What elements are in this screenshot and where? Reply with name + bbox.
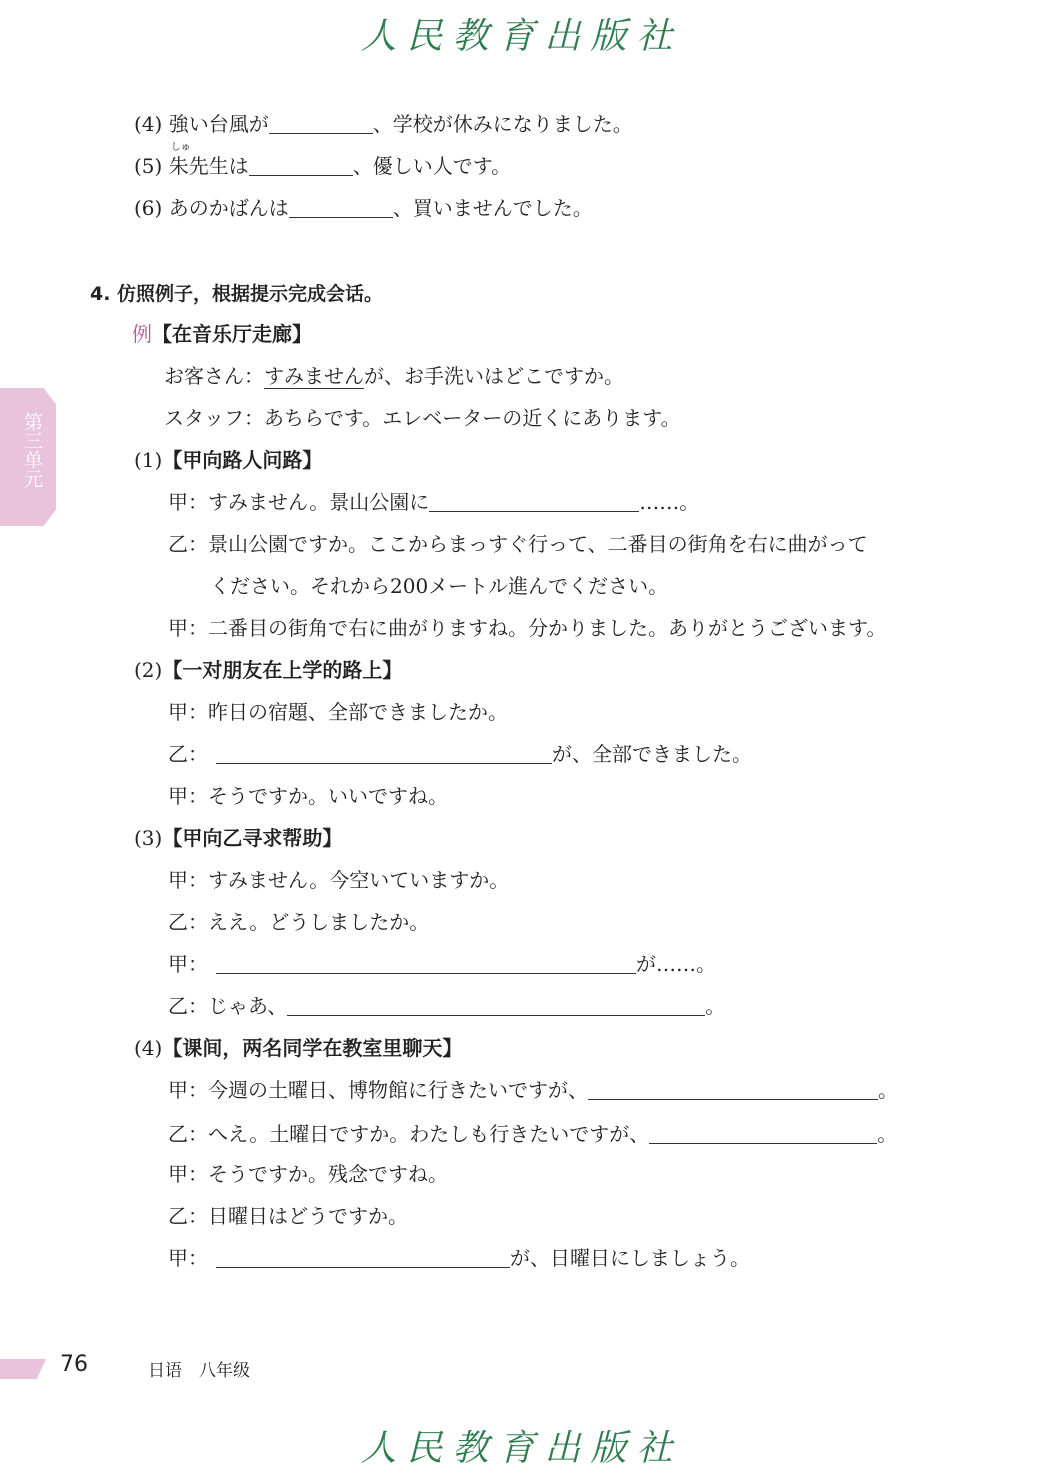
answer-blank[interactable] [216,743,552,764]
answer-blank[interactable] [289,197,393,218]
answer-blank[interactable] [216,953,636,974]
dialogue-item-3-heading: (3)【甲向乙寻求帮助】 [134,826,343,850]
example-label: 例 [132,322,152,346]
prev-item-6: (6) あのかばんは 、買いませんでした。 [134,196,593,220]
dialogue-line: 甲：すみません。今空いていますか。 [168,868,510,892]
dialogue-line: 乙：景山公園ですか。ここからまっすぐ行って、二番目の街角を右に曲がって [168,532,868,556]
example-heading [132,320,312,348]
unit-side-label: 第三单元 [21,412,43,488]
dialogue-line: ください。それから200メートル進んでください。 [210,574,669,598]
dialogue-line: 甲：今週の土曜日、博物館に行きたいですが、 。 [168,1078,898,1102]
answer-blank[interactable] [588,1079,878,1100]
answer-blank[interactable] [249,155,353,176]
dialogue-line: 甲：そうですか。残念ですね。 [168,1162,448,1186]
dialogue-line: 乙： が、全部できました。 [168,742,752,766]
dialogue-item-1-heading: (1)【甲向路人问路】 [134,448,323,472]
publisher-logo-top: 人民教育出版社 [360,16,683,57]
dialogue-line: 甲：そうですか。いいですね。 [168,784,448,808]
dialogue-line: 甲：昨日の宿題、全部できましたか。 [168,700,508,724]
answer-blank[interactable] [649,1123,877,1144]
publisher-logo-bottom: 人民教育出版社 [360,1428,683,1469]
book-title: 日语 八年级 [148,1361,250,1381]
dialogue-line: 甲：二番目の街角で右に曲がりますね。分かりました。ありがとうございます。 [168,616,887,640]
dialogue-item-4-heading: (4)【课间，两名同学在教室里聊天】 [134,1036,463,1060]
dialogue-item-2-heading: (2)【一对朋友在上学的路上】 [134,658,403,682]
footer-accent-bar [0,1359,46,1379]
example-line-2: スタッフ：あちらです。エレベーターの近くにあります。 [164,406,681,430]
answer-blank[interactable] [429,491,639,512]
answer-blank[interactable] [287,995,705,1016]
dialogue-line: 甲： が、日曜日にしましょう。 [168,1246,750,1270]
dialogue-line: 乙：へえ。土曜日ですか。わたしも行きたいですが、 。 [168,1122,898,1146]
dialogue-line: 乙：ええ。どうしましたか。 [168,910,430,934]
section-title: 4. 仿照例子，根据提示完成会话。 [90,283,384,305]
dialogue-line: 乙：じゃあ、 。 [168,994,726,1018]
example-topic: 【在音乐厅走廊】 [152,322,312,346]
prev-item-5: (5) しゅ 朱先生は 、優しい人です。 [134,142,512,178]
dialogue-line: 甲： が……。 [168,952,716,976]
dialogue-line: 乙：日曜日はどうですか。 [168,1204,408,1228]
ruby-kanji: しゅ 朱 [168,142,191,178]
dialogue-line: 甲：すみません。景山公園に ……。 [168,490,700,514]
page-number: 76 [60,1352,88,1377]
answer-blank[interactable] [269,113,373,134]
example-line-1: お客さん：すみませんが、お手洗いはどこですか。 [164,364,624,388]
answer-blank[interactable] [216,1247,510,1268]
prev-item-4: (4) 強い台風が 、学校が休みになりました。 [134,112,633,136]
